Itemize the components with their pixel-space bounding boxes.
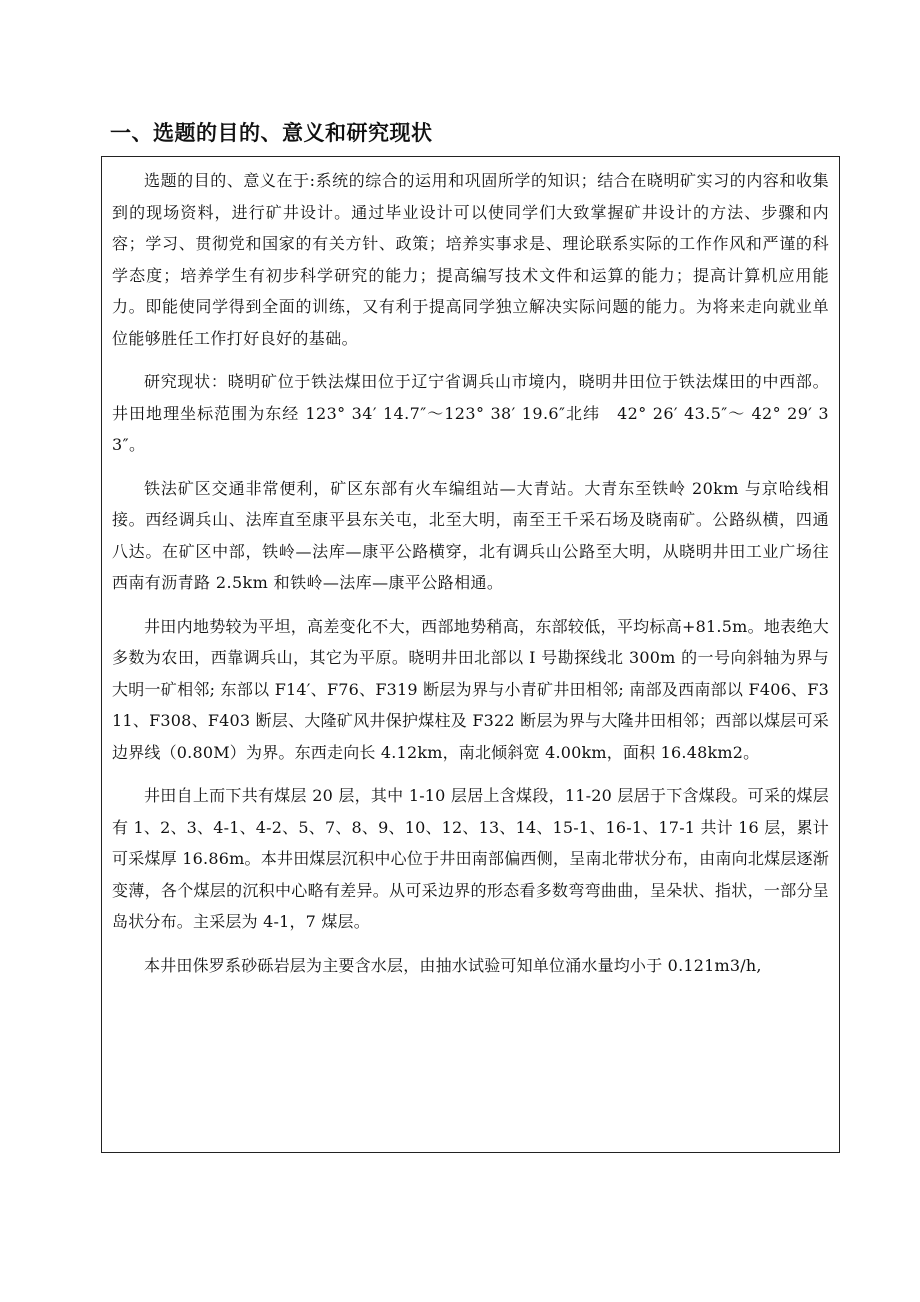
paragraph-transportation: 铁法矿区交通非常便利，矿区东部有火车编组站—大青站。大青东至铁岭 20km 与京哈线相接。西经调兵山、法库直至康平县东关屯，北至大明，南至王千采石场及晓南矿。公路纵横，四通八达。在矿区中部，铁岭—法库—康平公路横穿，北有调兵山公路至大明，从晓明井田工业广场往西南有沥青路 2.5km 和铁岭—法库—康平公路相通。 [112, 478, 829, 592]
section-heading: 一、选题的目的、意义和研究现状 [110, 121, 433, 145]
paragraph-coal-seams: 井田自上而下共有煤层 20 层，其中 1-10 层居上含煤段，11-20 层居于下含煤段。可采的煤层有 1、2、3、4-1、4-2、5、7、8、9、10、12、13、14、15-1、16-1、17-1 共计 16 层，累计可采煤厚 16.86m。本井田煤层沉积中心位于井田南部偏西侧，呈南北带状分布，由南向北煤层逐渐变薄，各个煤层的沉积中心略有差异。从可采边界的形态看多数弯弯曲曲，呈朵状、指状，一部分呈岛状分布。主采层为 4-1，7 煤层。 [112, 786, 829, 931]
paragraph-purpose: 选题的目的、意义在于:系统的综合的运用和巩固所学的知识；结合在晓明矿实习的内容和收集到的现场资料，进行矿井设计。通过毕业设计可以使同学们大致掌握矿井设计的方法、步骤和内容；学习、贯彻党和国家的有关方针、政策；培养实事求是、理论联系实际的工作作风和严谨的科学态度；培养学生有初步科学研究的能力；提高编写技术文件和运算的能力；提高计算机应用能力。即能使同学得到全面的训练，又有利于提高同学独立解决实际问题的能力。为将来走向就业单位能够胜任工作打好良好的基础。 [112, 171, 829, 348]
paragraph-terrain-boundaries: 井田内地势较为平坦，高差变化不大，西部地势稍高，东部较低，平均标高+81.5m。地表绝大多数为农田，西靠调兵山，其它为平原。晓明井田北部以 I 号勘探线北 300m 的一号向斜轴为界与大明一矿相邻; 东部以 F14′、F76、F319 断层为界与小青矿井田相邻; 南部及西南部以 F406、F311、F308、F403 断层、大隆矿风井保护煤柱及 F322 断层为界与大隆井田相邻；西部以煤层可采边界线（0.80M）为界。东西走向长 4.12km，南北倾斜宽 4.00km，面积 16.48km2。 [112, 616, 829, 762]
paragraph-research-status: 研究现状：晓明矿位于铁法煤田位于辽宁省调兵山市境内，晓明井田位于铁法煤田的中西部。井田地理坐标范围为东经 123° 34′ 14.7″～123° 38′ 19.6″北纬 42° 26′ 43.5″～ 42° 29′ 33″。 [112, 372, 829, 454]
paragraph-aquifer: 本井田侏罗系砂砾岩层为主要含水层，由抽水试验可知单位涌水量均小于 0.121m3/h, [144, 955, 762, 975]
content-body [102, 157, 839, 981]
content-box [101, 156, 840, 1153]
